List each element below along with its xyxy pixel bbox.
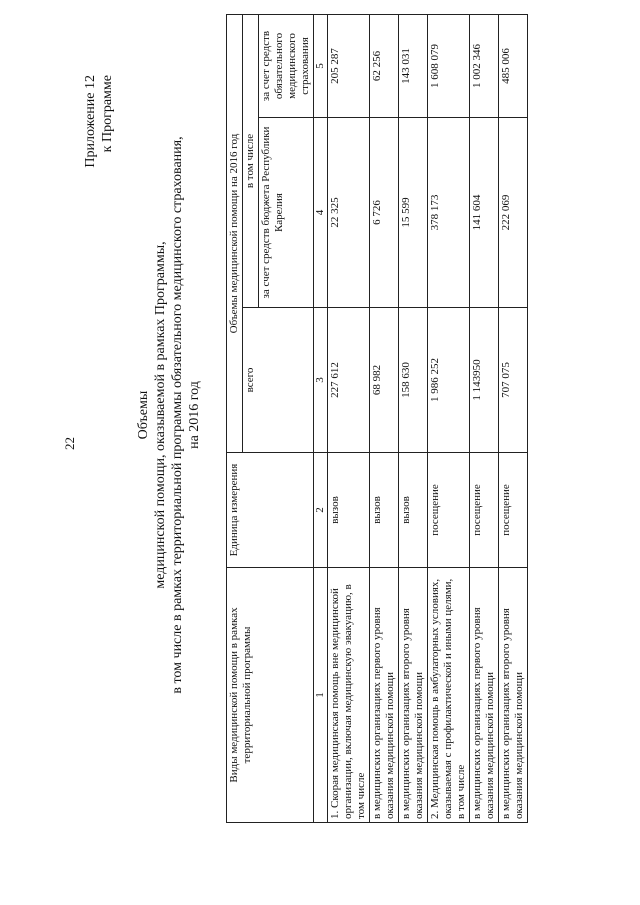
cell-unit: посещение xyxy=(470,453,499,568)
column-number: 1 xyxy=(314,568,328,823)
cell-oms: 62 256 xyxy=(370,15,399,118)
column-number: 5 xyxy=(314,15,328,118)
cell-kind: в медицинских организациях первого уровня оказания медицинской помощи xyxy=(470,568,499,823)
header-total: всего xyxy=(243,308,314,453)
header-including: в том числе xyxy=(243,15,259,308)
header-budget: за счет средств бюджета Республики Карелия xyxy=(259,118,314,308)
table-row xyxy=(428,15,470,823)
cell-budget: 378 173 xyxy=(428,118,470,308)
header-oms: за счет средств обязательного медицинского страхования xyxy=(259,15,314,118)
column-number: 3 xyxy=(314,308,328,453)
appendix-line-1: Приложение 12 xyxy=(83,75,98,168)
cell-oms: 143 031 xyxy=(399,15,428,118)
cell-budget: 6 726 xyxy=(370,118,399,308)
table-row xyxy=(499,15,528,823)
title-line-2: медицинской помощи, оказываемой в рамках Программы, xyxy=(153,241,168,589)
cell-unit: вызов xyxy=(399,453,428,568)
cell-budget: 141 604 xyxy=(470,118,499,308)
cell-kind: в медицинских организациях первого уровня оказания медицинской помощи xyxy=(370,568,399,823)
cell-oms: 1 002 346 xyxy=(470,15,499,118)
cell-oms: 205 287 xyxy=(328,15,370,118)
cell-oms: 1 608 079 xyxy=(428,15,470,118)
cell-unit: посещение xyxy=(499,453,528,568)
title-line-3: в том числе в рамках территориальной программы обязательного медицинского страхования, xyxy=(170,136,185,694)
cell-budget: 15 599 xyxy=(399,118,428,308)
cell-total: 707 075 xyxy=(499,308,528,453)
cell-kind: в медицинских организациях второго уровня оказания медицинской помощи xyxy=(399,568,428,823)
cell-total: 227 612 xyxy=(328,308,370,453)
cell-budget: 22 325 xyxy=(328,118,370,308)
document-title xyxy=(135,45,203,785)
cell-kind: в медицинских организациях второго уровня оказания медицинской помощи xyxy=(499,568,528,823)
title-line-4: на 2016 год xyxy=(187,381,202,449)
cell-total: 68 982 xyxy=(370,308,399,453)
appendix-label xyxy=(82,75,116,245)
cell-kind: 2. Медицинская помощь в амбулаторных условиях, оказываемая с профилактической и иными целями, в том числе xyxy=(428,568,470,823)
cell-total: 1 986 252 xyxy=(428,308,470,453)
volumes-table xyxy=(226,14,528,823)
table-row xyxy=(370,15,399,823)
column-number: 2 xyxy=(314,453,328,568)
cell-unit: вызов xyxy=(328,453,370,568)
column-number-row xyxy=(314,15,328,823)
table-row xyxy=(399,15,428,823)
cell-budget: 222 069 xyxy=(499,118,528,308)
cell-kind: 1. Скорая медицинская помощь вне медицинской организации, включая медицинскую эвакуацию, в том числе xyxy=(328,568,370,823)
cell-total: 1 143950 xyxy=(470,308,499,453)
cell-total: 158 630 xyxy=(399,308,428,453)
cell-unit: вызов xyxy=(370,453,399,568)
header-unit: Единица измерения xyxy=(227,453,314,568)
cell-oms: 485 006 xyxy=(499,15,528,118)
header-kind: Виды медицинской помощи в рамках территориальной программы xyxy=(227,568,314,823)
appendix-line-2: к Программе xyxy=(100,75,115,153)
table-row xyxy=(328,15,370,823)
table-row xyxy=(470,15,499,823)
header-volumes: Объемы медицинской помощи на 2016 год xyxy=(227,15,243,453)
title-line-1: Объемы xyxy=(136,390,151,440)
page-number: 22 xyxy=(62,437,77,450)
column-number: 4 xyxy=(314,118,328,308)
cell-unit: посещение xyxy=(428,453,470,568)
